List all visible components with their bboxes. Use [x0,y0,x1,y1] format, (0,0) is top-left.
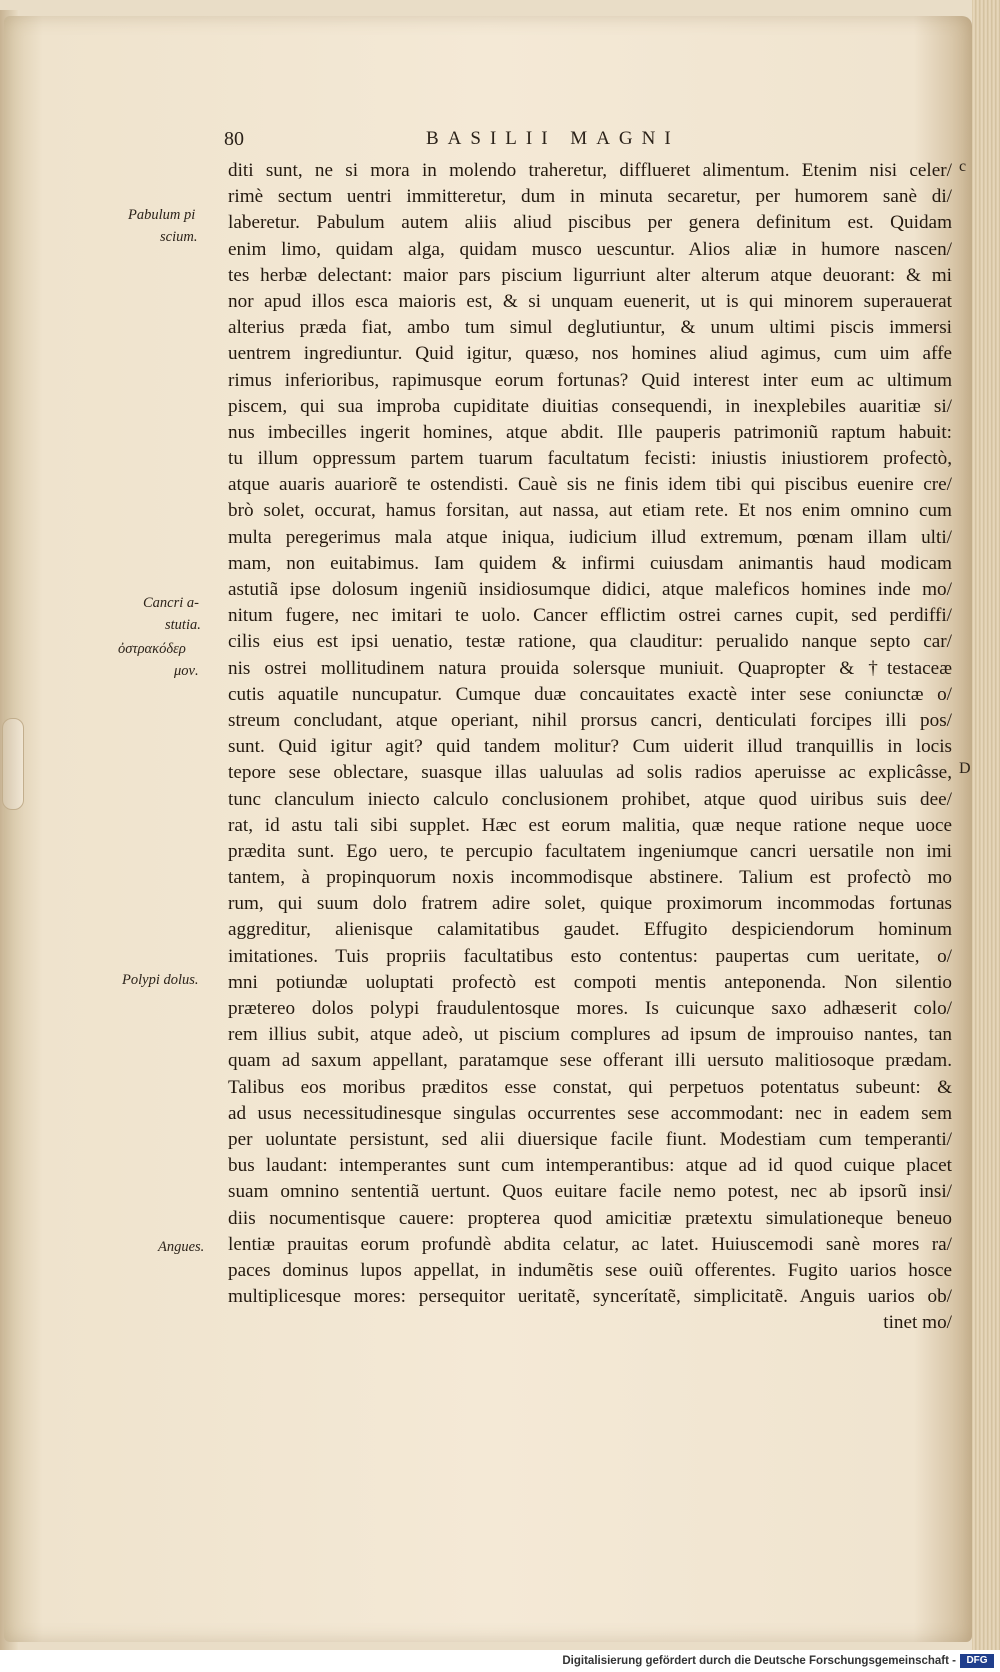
page-number: 80 [224,128,244,150]
main-text-block [228,158,952,1336]
text-line: per uoluntate persistunt, sed alii diuersique facile fiunt. Modestiam cum temperanti/ [228,1128,952,1150]
text-line: uentrem ingrediuntur. Quid igitur, quæso, nos homines aliud agimus, cum uim affe [228,343,952,365]
running-title: BASILII MAGNI [426,128,680,149]
text-line: diis nocumentisque cauere: propterea quod amicitiæ prætextu simulationeque beneuo [228,1207,952,1229]
text-line: streum concludant, atque operiant, nihil prorsus cancri, denticulati forcipes illi pos/ [228,709,952,731]
marginal-note-cancri [143,592,201,636]
page-header [224,128,944,154]
text-line: nus imbecilles ingerit homines, atque abdit. Ille pauperis patrimoniũ raptum habuit: [228,421,952,443]
marginal-note-line: μον. [174,663,199,679]
funding-credit: Digitalisierung gefördert durch die Deutsche Forschungsgemeinschaft - [562,1655,956,1667]
text-line: prætereo dolos polypi fraudulentosque mores. Is cuicunque saxo adhæserit colo/ [228,998,952,1019]
text-line: aggreditur, alienisque calamitatibus gaudet. Effugito despiciendorum hominum [228,919,952,941]
text-line: piscem, qui sua improba cupiditate diuitias consequendi, in inexplebiles auaritiæ si/ [228,395,952,417]
text-line: multiplicesque mores: persequitor ueritatẽ, syncerítatẽ, simplicitatẽ. Anguis uarios ob/ [228,1286,952,1308]
text-line: tinet mo/ [883,1312,952,1334]
marginal-note-line: Cancri a- [143,595,199,611]
text-line: cutis aquatile nuncupatur. Cumque duæ concauitates exactè inter sese coniunctæ o/ [228,683,952,705]
text-line: lentiæ prauitas eorum profundè abdita celatur, ac latet. Huiuscemodi sanè mores ra/ [228,1233,952,1255]
book-clasp [2,718,24,810]
margin-letter-d: D [959,760,971,777]
text-line: rem illius subit, atque adeò, ut piscium complures ad ipsum de improuiso nantes, tan [228,1024,952,1046]
text-line: tepore sese oblectare, suasque illas ualuulas ad solis radios aperuisse ac explicâsse, [228,762,952,784]
text-line: alterius præda fiat, ambo tum simul deglutiuntur, & unum ultimi piscis immersi [228,317,952,339]
text-line: diti sunt, ne si mora in molendo traheretur, difflueret alimentum. Etenim nisi celer/ [228,160,952,181]
text-line: tu illum oppressum partem tuarum facultatum fecisti: iniustis iniustiorem profectò, [228,448,952,470]
text-line: rum, qui suum dolo fratrem adire solet, quique proximorum incommodas fortunas [228,893,952,915]
marginal-note-pabulum [128,204,197,248]
text-line: Talibus eos moribus præditos esse constat, qui perpetuos potentatus subeunt: & [228,1076,952,1098]
marginal-note-line: ὀστρακόδερ [118,641,186,657]
margin-letter-c: c [959,158,967,175]
text-line: mam, non euitabimus. Iam quidem & infirmi cuiusdam animantis haud modicam [228,552,952,574]
text-line: paces dominus lupos appellat, in indumẽtis sese ouiũ offerentes. Fugito uarios hosce [228,1259,952,1281]
text-line: quam ad saxum appellant, paratamque sese offerant illi uersuto malitiosoque prædam. [228,1050,952,1072]
text-line: nor apud illos esca maioris est, & si unquam euenerit, ut is qui minorem superauerat [228,290,952,312]
footer [0,1652,1000,1670]
marginal-note-line: scium. [160,229,198,245]
text-line: astutiã ipse dolosum ingeniũ insidiosumque didici, atque maleficos homines inde mo/ [228,579,952,600]
dfg-logo: DFG [960,1654,994,1668]
text-line: cilis eius est ipsi uenatio, testæ ratione, qua clauditur: perualido nanque septo car/ [228,631,952,653]
text-line: nitum fugere, nec imitari te uolo. Cancer efflictim ostrei carnes cupit, sed perdiffi/ [228,605,952,627]
text-line: mni potiundæ uoluptati profectò est compoti mentis anteponenda. Non silentio [228,971,952,993]
marginal-note-polypi: Polypi dolus. [122,972,199,988]
text-line: laberetur. Pabulum autem aliis aliud piscibus per genera definitum est. Quidam [228,212,952,234]
text-line: sunt. Quid igitur agit? quid tandem molitur? Cum uiderit illud tranquillis in locis [228,736,952,758]
text-line: tes herbæ delectant: maior pars piscium ligurriunt alter alterum atque deuorant: & mi [228,264,952,286]
marginal-note-greek [118,638,199,682]
text-line: suam omnino sententiã uertunt. Quos euitare facile nemo potest, nec ab ipsorũ insi/ [228,1181,952,1203]
text-line: ad usus necessitudinesque singulas occurrentes sese accommodant: nec in eadem sem [228,1102,952,1124]
marginal-note-line: stutia. [165,617,201,633]
text-line: rimè sectum uentri immitteretur, dum in minuta secaretur, per humorem sanè di/ [228,186,952,208]
marginal-note-line: Pabulum pi [128,207,196,223]
text-line: bus laudant: intemperantes sunt cum intemperantibus: atque ad id quod cuique placet [228,1155,952,1177]
text-line: brò solet, occurat, hamus forsitan, aut nassa, aut etiam rete. Et nos enim omnino cum [228,500,952,522]
marginal-note-angues: Angues. [158,1239,205,1255]
text-line: prædita sunt. Ego uero, te percupio facultatem ingeniumque cancri uersatile non imi [228,840,952,862]
text-line: imitationes. Tuis propriis facultatibus esto contentus: paupertas cum ueritate, o/ [228,945,952,967]
text-line: multa peregerimus mala atque iniqua, iudicium illud extremum, pœnam illam ulti/ [228,526,952,548]
text-line: nis ostrei mollitudinem natura prouida solersque muniuit. Quapropter & †testaceæ [228,657,952,679]
text-line: rimus inferioribus, rapimusque eorum fortunas? Quid interest inter eum ac ultimum [228,369,952,391]
book-page-stack-edge [972,0,1000,1650]
text-line: tunc clanculum iniecto calculo conclusionem prohibet, atque quod uiribus suis dee/ [228,788,952,810]
text-line: enim limo, quidam alga, quidam musco uescuntur. Alios aliæ in humore nascen/ [228,238,952,260]
text-line: tantem, à propinquorum noxis incommodisque abstinere. Talium est profectò mo [228,867,952,889]
text-line: rat, id astu tali sibi supplet. Hæc est eorum malitia, quæ neque ratione neque uoce [228,814,952,836]
text-line: atque auaris auariorẽ te ostendisti. Cauè sis ne finis idem tibi qui piscibus euenire cre/ [228,474,952,496]
